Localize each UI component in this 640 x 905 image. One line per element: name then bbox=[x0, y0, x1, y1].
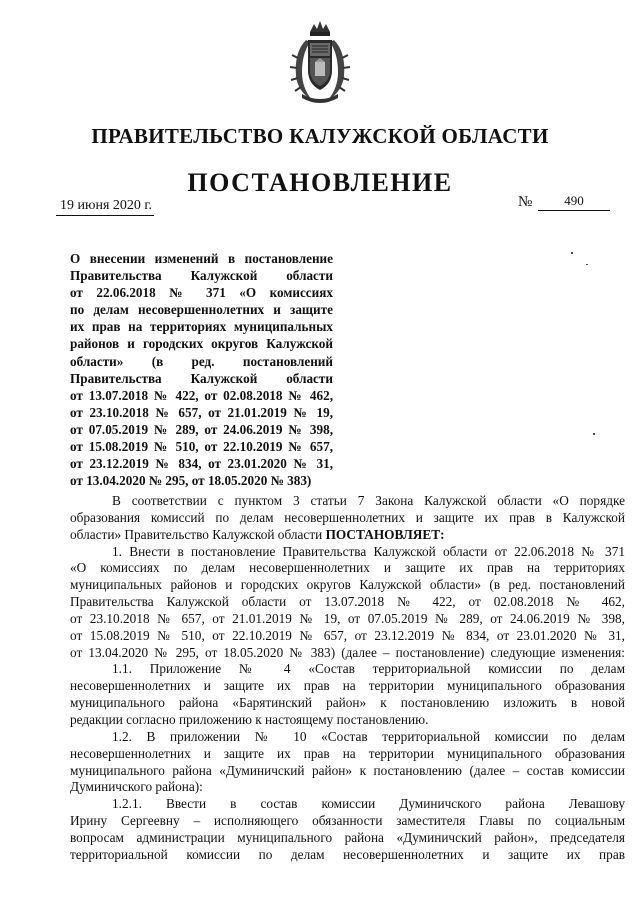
subject-line: Правительства Калужской области bbox=[70, 268, 333, 284]
scan-speck bbox=[593, 433, 595, 435]
government-title: ПРАВИТЕЛЬСТВО КАЛУЖСКОЙ ОБЛАСТИ bbox=[91, 124, 549, 148]
body-line: 1.2.1. Ввести в состав комиссии Думиничского района Левашову bbox=[112, 796, 625, 812]
body-line: муниципальных районов и городских округов Калужской области» (в ред. постановлений bbox=[70, 577, 625, 593]
body-text bbox=[70, 493, 625, 864]
subject-line: от 23.10.2018 № 657, от 21.01.2019 № 19, bbox=[70, 404, 333, 420]
body-line: 1.1. Приложение № 4 «Состав территориальной комиссии по делам bbox=[112, 661, 625, 677]
body-line: от 15.08.2019 № 510, от 22.10.2019 № 657, от 23.12.2019 № 834, от 23.01.2020 № 31, bbox=[70, 627, 625, 643]
body-text-segment: области» Правительство Калужской области bbox=[70, 526, 326, 542]
document-date: 19 июня 2020 г. bbox=[56, 198, 154, 216]
subject-line: их прав на территориях муниципальных bbox=[70, 319, 333, 335]
subject-line: от 23.12.2019 № 834, от 23.01.2020 № 31, bbox=[70, 456, 333, 472]
body-line: Думиничского района): bbox=[70, 779, 203, 795]
subject-line: от 13.07.2018 № 422, от 02.08.2018 № 462, bbox=[70, 387, 333, 403]
scan-speck bbox=[571, 252, 573, 254]
body-line: вопросам администрации муниципального района «Думиничский район», председателя bbox=[70, 829, 625, 845]
subject-line: от 22.06.2018 № 371 «О комиссиях bbox=[70, 285, 333, 301]
body-line: образования комиссий по делам несовершеннолетних и защите их прав в Калужской bbox=[70, 509, 625, 525]
subject-line: от 15.08.2019 № 510, от 22.10.2019 № 657, bbox=[70, 439, 333, 455]
body-line: Правительства Калужской области от 13.07.2018 № 422, от 02.08.2018 № 462, bbox=[70, 594, 625, 610]
subject-line: по делам несовершеннолетних и защите bbox=[70, 302, 333, 318]
body-line: несовершеннолетних и защите их прав на территории муниципального образования bbox=[70, 678, 625, 694]
body-line: от 23.10.2018 № 657, от 21.01.2019 № 19, от 07.05.2019 № 289, от 24.06.2019 № 398, bbox=[70, 610, 625, 626]
number-label: № bbox=[518, 194, 533, 210]
body-line: 1. Внести в постановление Правительства Калужской области от 22.06.2018 № 371 bbox=[112, 543, 625, 559]
body-line: территориальной комиссии по делам несовершеннолетних и защите их прав bbox=[70, 846, 625, 862]
coat-of-arms-icon bbox=[288, 18, 352, 104]
body-line: «О комиссиях по делам несовершеннолетних и защите их прав на территориях bbox=[70, 560, 625, 576]
body-line: 1.2. В приложении № 10 «Состав территориальной комиссии по делам bbox=[112, 728, 625, 744]
scan-speck bbox=[586, 264, 588, 265]
subject-line: О внесении изменений в постановление bbox=[70, 251, 333, 266]
body-line: В соответствии с пунктом 3 статьи 7 Закона Калужской области «О порядке bbox=[112, 493, 625, 508]
subject-block bbox=[70, 250, 333, 489]
body-line: муниципального района «Барятинский район» к постановлению изложить в новой bbox=[70, 695, 625, 711]
document-number: 490 bbox=[538, 193, 610, 211]
subject-line: от 13.04.2020 № 295, от 18.05.2020 № 383) bbox=[70, 473, 312, 489]
subject-line: от 07.05.2019 № 289, от 24.06.2019 № 398, bbox=[70, 421, 333, 437]
decree-keyword: ПОСТАНОВЛЯЕТ: bbox=[325, 526, 445, 542]
body-line: несовершеннолетних и защите их прав на территории муниципального образования bbox=[70, 745, 625, 761]
body-line: от 13.04.2020 № 295, от 18.05.2020 № 383) (далее – постановление) следующие изменения: bbox=[70, 644, 625, 660]
subject-line: Правительства Калужской области bbox=[70, 370, 333, 386]
body-line: муниципального района «Думиничский район» к постановлению (далее – состав комиссии bbox=[70, 762, 625, 778]
body-line: редакции согласно приложению к настоящему постановлению. bbox=[70, 711, 429, 727]
document-type-title: ПОСТАНОВЛЕНИЕ bbox=[187, 168, 453, 197]
subject-line: районов и городских округов Калужской bbox=[70, 336, 333, 352]
body-line: Ирину Сергеевну – исполняющего обязанности заместителя Главы по социальным bbox=[70, 813, 625, 829]
subject-line: области» (в ред. постановлений bbox=[70, 353, 333, 369]
body-line bbox=[70, 527, 625, 544]
